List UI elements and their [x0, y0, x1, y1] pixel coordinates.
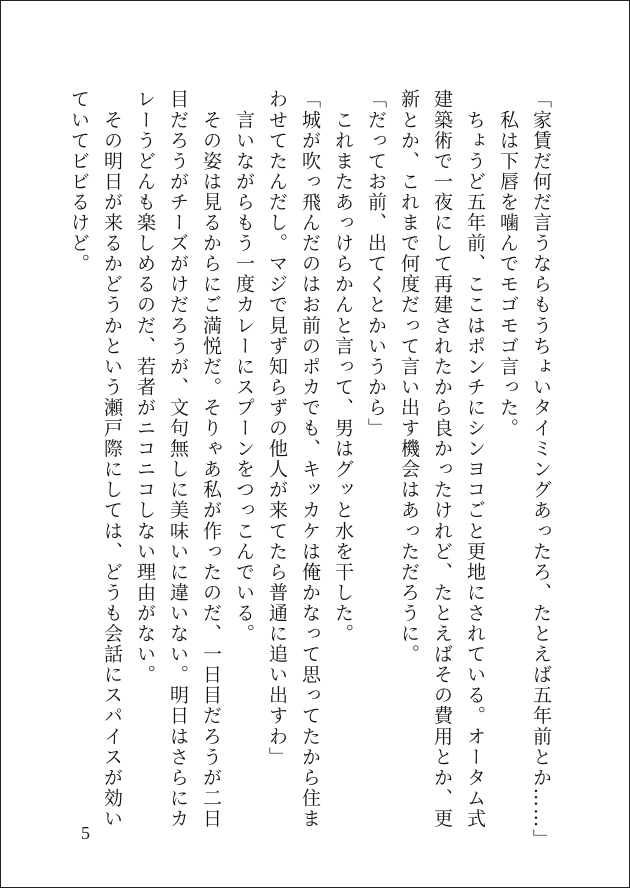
text-line: その姿は見るからにご満悦だ。そりゃあ私が作ったのだ、一日目だろうが二日	[200, 89, 222, 829]
text-line: 新とか、これまで何度だって言い出す機会はあっただろうに。	[398, 89, 420, 665]
text-line: 言いながらもう一度カレーにスプーンをつっこんでいる。	[233, 89, 255, 644]
text-line: これまたあっけらかんと言って、男はグッと水を干した。	[332, 89, 354, 644]
text-line: 「家賃だ何だ言うならもうちょいタイミングあったろ、たとえば五年前とか……」	[530, 89, 552, 850]
text-line: その明日が来るかどうかという瀬戸際にしては、どうも会話にスパイスが効い	[101, 89, 123, 829]
text-line: 目だろうがチーズがけだろうが、文句無しに美味いに違いない。明日はさらにカ	[167, 89, 189, 829]
text-line: レーうどんも楽しめるのだ、若者がニコニコしない理由がない。	[134, 89, 156, 685]
text-line: 建築術で一夜にして再建されたから良かったけれど、たとえばその費用とか、更	[431, 89, 453, 829]
text-line: 「だってお前、出てくとかいうから」	[365, 89, 387, 439]
body-text	[62, 89, 557, 850]
text-line: 私は下唇を噛んでモゴモゴ言った。	[497, 89, 519, 439]
text-line: わせてたんだし。マジで見ず知らずの他人が来てたら普通に追い出すわ」	[266, 89, 288, 768]
page-number: 5	[81, 823, 90, 843]
text-line: 「城が吹っ飛んだのはお前のポカでも、キッカケは俺かなって思ってたから住ま	[299, 89, 321, 829]
text-line: ちょうど五年前、ここはポンチにシンヨコごと更地にされている。オータム式	[464, 89, 486, 829]
text-line: ていてビビるけど。	[68, 89, 90, 274]
